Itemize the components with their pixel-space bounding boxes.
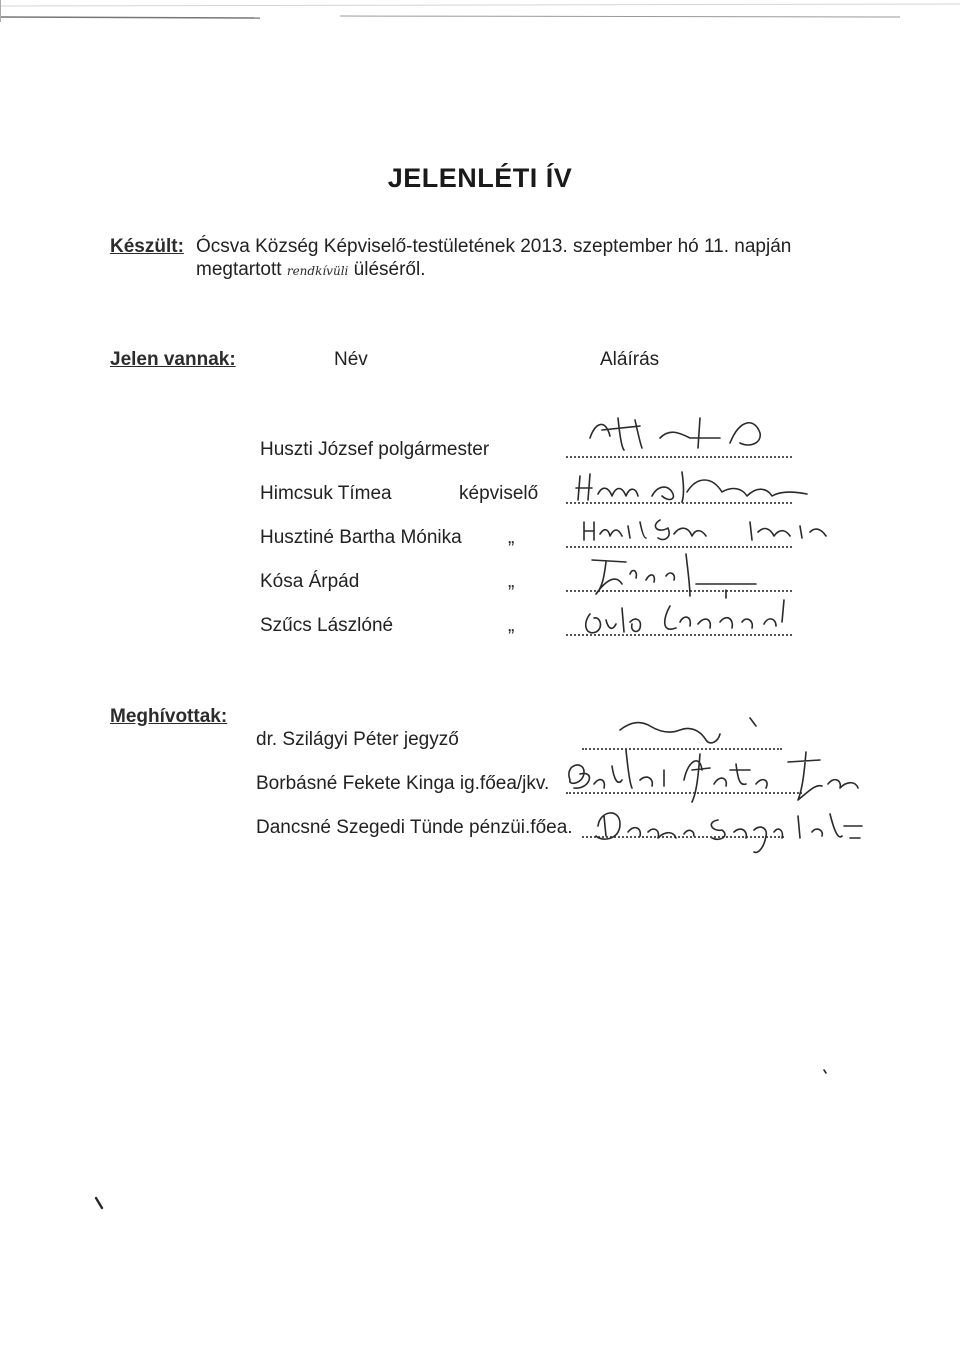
column-header-signature: Aláírás [600, 349, 660, 370]
signature-mark [580, 408, 780, 458]
attendee-role: „ [508, 527, 515, 548]
header-line-2-prefix: megtartott [196, 259, 282, 280]
signature-mark [580, 594, 800, 644]
attendee-name: Husztiné Bartha Mónika [260, 527, 462, 548]
column-header-name: Név [334, 349, 368, 370]
signature-mark [580, 516, 830, 546]
scan-speck [822, 1068, 832, 1078]
signature-mark [588, 796, 868, 856]
invited-label: Meghívottak: [110, 706, 228, 727]
scan-edge-artifact [0, 0, 960, 22]
keszult-label: Készült: [110, 236, 184, 257]
invited-name: dr. Szilágyi Péter jegyző [256, 729, 459, 750]
attendee-name: Szűcs Lászlóné [260, 615, 394, 636]
attendee-role: „ [508, 615, 515, 636]
scan-speck [94, 1196, 108, 1212]
signature-mark [586, 550, 796, 600]
attendee-role: képviselő [459, 483, 539, 504]
header-line-2 [196, 259, 425, 281]
attendee-role: „ [508, 571, 515, 592]
meeting-type-handwritten: rendkívüli [286, 264, 349, 278]
header-line-2-suffix: üléséről. [353, 259, 426, 280]
attendees-label: Jelen vannak: [110, 349, 236, 370]
attendee-name: Huszti József polgármester [260, 439, 490, 460]
attendee-name: Himcsuk Tímea [260, 483, 392, 504]
header-line-1: Ócsva Község Képviselő-testületének 2013. szeptember hó 11. napján [196, 236, 792, 257]
page-title: JELENLÉTI ÍV [387, 163, 573, 193]
invited-name: Borbásné Fekete Kinga ig.főea/jkv. [256, 773, 550, 794]
signature-mark [572, 466, 812, 506]
invited-name: Dancsné Szegedi Tünde pénzüi.főea. [256, 817, 573, 838]
attendee-name: Kósa Árpád [260, 571, 360, 592]
signature-line [566, 546, 792, 548]
